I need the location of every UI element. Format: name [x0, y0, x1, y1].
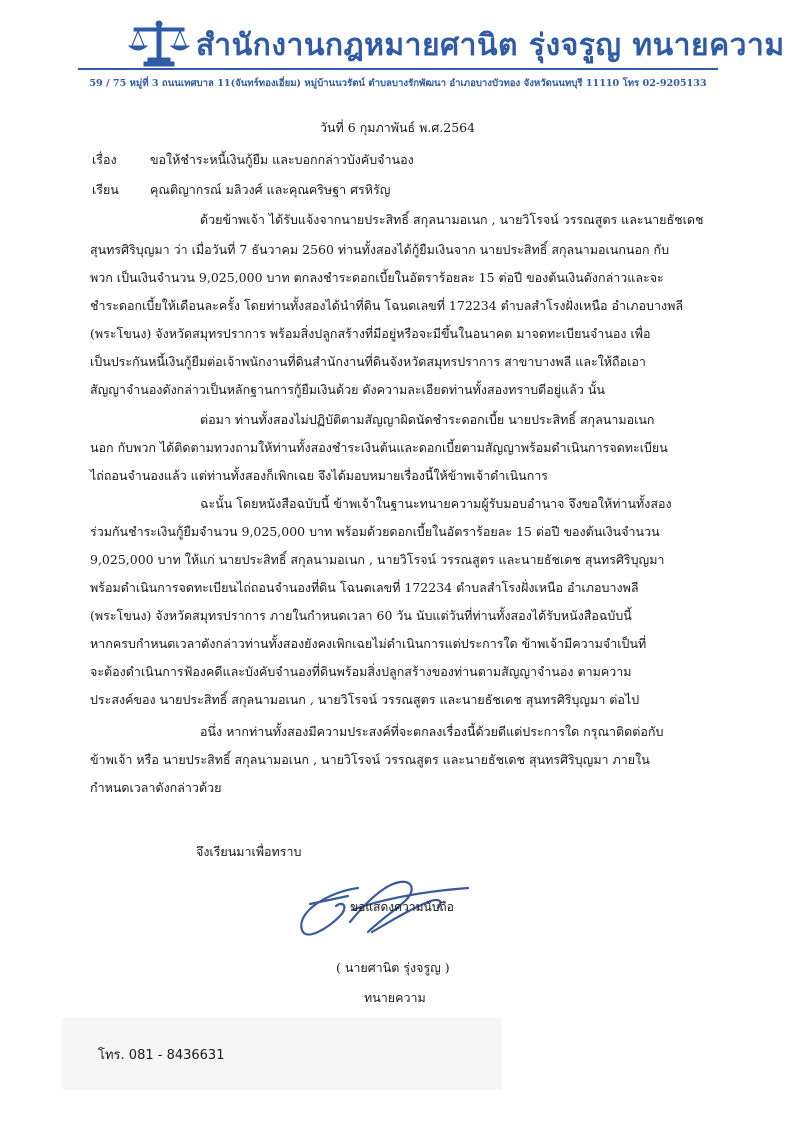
phone-number: โทร. 081 - 8436631: [98, 1048, 225, 1063]
signer-title: ทนายความ: [364, 990, 426, 1005]
body-line: (พระโขนง) จังหวัดสมุทรปราการ ภายในกำหนดเวลา 60 วัน นับแต่วันที่ท่านทั้งสองได้รับหนังสือฉบับนี้: [90, 608, 632, 623]
letter-date: วันที่ 6 กุมภาพันธ์ พ.ศ.2564: [320, 120, 476, 135]
body-line: อนึ่ง หากท่านทั้งสองมีความประสงค์ที่จะตกลงเรื่องนี้ด้วยดีแต่ประการใด กรุณาติดต่อกับ: [200, 724, 664, 739]
firm-name: สำนักงานกฎหมายศานิต รุ่งจรูญ ทนายความ: [196, 28, 785, 63]
subject-label: เรื่อง: [92, 152, 117, 167]
body-line: พวก เป็นเงินจำนวน 9,025,000 บาท ตกลงชำระดอกเบี้ยในอัตราร้อยละ 15 ต่อปี ของต้นเงินดังกล่าวและจะ: [90, 270, 664, 285]
body-line: สุนทรศิริบุญมา ว่า เมื่อวันที่ 7 ธันวาคม 2560 ท่านทั้งสองได้กู้ยืมเงินจาก นายประสิทธิ์ สกุลนามอเนกนอก กับ: [90, 242, 670, 257]
body-line: 9,025,000 บาท ให้แก่ นายประสิทธิ์ สกุลนามอเนก , นายวิโรจน์ วรรณสูตร และนายธัชเดช สุนทรศิริบุญมา: [90, 552, 665, 567]
signer-name: ( นายศานิต รุ่งจรูญ ): [336, 960, 450, 975]
body-line: ข้าพเจ้า หรือ นายประสิทธิ์ สกุลนามอเนก , นายวิโรจน์ วรรณสูตร และนายธัชเดช สุนทรศิริบุญมา ภายใน: [90, 752, 650, 767]
body-line: ฉะนั้น โดยหนังสือฉบับนี้ ข้าพเจ้าในฐานะทนายความผู้รับมอบอำนาจ จึงขอให้ท่านทั้งสอง: [200, 496, 672, 511]
body-line: หากครบกำหนดเวลาดังกล่าวท่านทั้งสองยังคงเพิกเฉยไม่ดำเนินการแต่ประการใด ข้าพเจ้ามีความจำเป็นที่: [90, 636, 647, 651]
scales-of-justice-icon: [128, 20, 190, 68]
body-line: ด้วยข้าพเจ้า ได้รับแจ้งจากนายประสิทธิ์ สกุลนามอเนก , นายวิโรจน์ วรรณสูตร และนายธัชเดช: [200, 212, 704, 227]
recipient-label: เรียน: [92, 182, 119, 197]
body-line: เป็นประกันหนี้เงินกู้ยืมต่อเจ้าพนักงานที่ดินสำนักงานที่ดินจังหวัดสมุทรปราการ สาขาบางพลี และให้ถือเอา: [90, 354, 646, 369]
body-line: (พระโขนง) จังหวัดสมุทรปราการ พร้อมสิ่งปลูกสร้างที่มีอยู่หรือจะมีขึ้นในอนาคต มาจดทะเบียนจำนอง เพื่อ: [90, 326, 651, 341]
body-line: ร่วมกันชำระเงินกู้ยืมจำนวน 9,025,000 บาท พร้อมด้วยดอกเบี้ยในอัตราร้อยละ 15 ต่อปี ของต้นเงินจำนวน: [90, 524, 660, 539]
body-line: จะต้องดำเนินการฟ้องคดีและบังคับจำนองที่ดินพร้อมสิ่งปลูกสร้างของท่านตามสัญญาจำนอง ตามความ: [90, 664, 632, 679]
subject-text: ขอให้ชำระหนี้เงินกู้ยืม และบอกกล่าวบังคับจำนอง: [150, 152, 414, 167]
header-rule: [78, 68, 718, 70]
closing-text: จึงเรียนมาเพื่อทราบ: [196, 844, 302, 859]
body-line: ชำระดอกเบี้ยให้เดือนละครั้ง โดยท่านทั้งสองได้นำที่ดิน โฉนดเลขที่ 172234 ตำบลสำโรงฝั่งเหนือ อำเภอบางพลี: [90, 298, 684, 313]
respect-text: ขอแสดงความนับถือ: [350, 900, 454, 914]
body-line: นอก กับพวก ได้ติดตามทวงถามให้ท่านทั้งสองชำระเงินต้นและดอกเบี้ยตามสัญญาพร้อมดำเนินการจดทะเบียน: [90, 440, 668, 455]
body-line: ต่อมา ท่านทั้งสองไม่ปฏิบัติตามสัญญาผิดนัดชำระดอกเบี้ย นายประสิทธิ์ สกุลนามอเนก: [200, 412, 655, 427]
subject-row: [92, 150, 414, 170]
body-line: กำหนดเวลาดังกล่าวด้วย: [90, 780, 222, 795]
body-line: พร้อมดำเนินการจดทะเบียนไถ่ถอนจำนองที่ดิน โฉนดเลขที่ 172234 ตำบลสำโรงฝั่งเหนือ อำเภอบางพลี: [90, 580, 639, 595]
recipient-text: คุณติญากรณ์ มลิวงศ์ และคุณคริษฐา ศรหิรัญ: [150, 182, 391, 197]
firm-address: 59 / 75 หมู่ที่ 3 ถนนเทศบาล 11(จันทร์ทองเอี่ยม) หมู่บ้านนวรัตน์ ตำบลบางรักพัฒนา อำเภอบางบัวทอง จังหวัดนนทบุรี 11110 โทร 02-9205133: [89, 78, 707, 89]
body-line: ประสงค์ของ นายประสิทธิ์ สกุลนามอเนก , นายวิโรจน์ วรรณสูตร และนายธัชเดช สุนทรศิริบุญมา ต่อไป: [90, 692, 640, 707]
body-line: ไถ่ถอนจำนองแล้ว แต่ท่านทั้งสองก็เพิกเฉย จึงได้มอบหมายเรื่องนี้ให้ข้าพเจ้าดำเนินการ: [90, 468, 549, 483]
recipient-row: [92, 180, 390, 200]
body-line: สัญญาจำนองดังกล่าวเป็นหลักฐานการกู้ยืมเงินด้วย ดังความละเอียดท่านทั้งสองทราบดีอยู่แล้ว นั้น: [90, 382, 605, 397]
